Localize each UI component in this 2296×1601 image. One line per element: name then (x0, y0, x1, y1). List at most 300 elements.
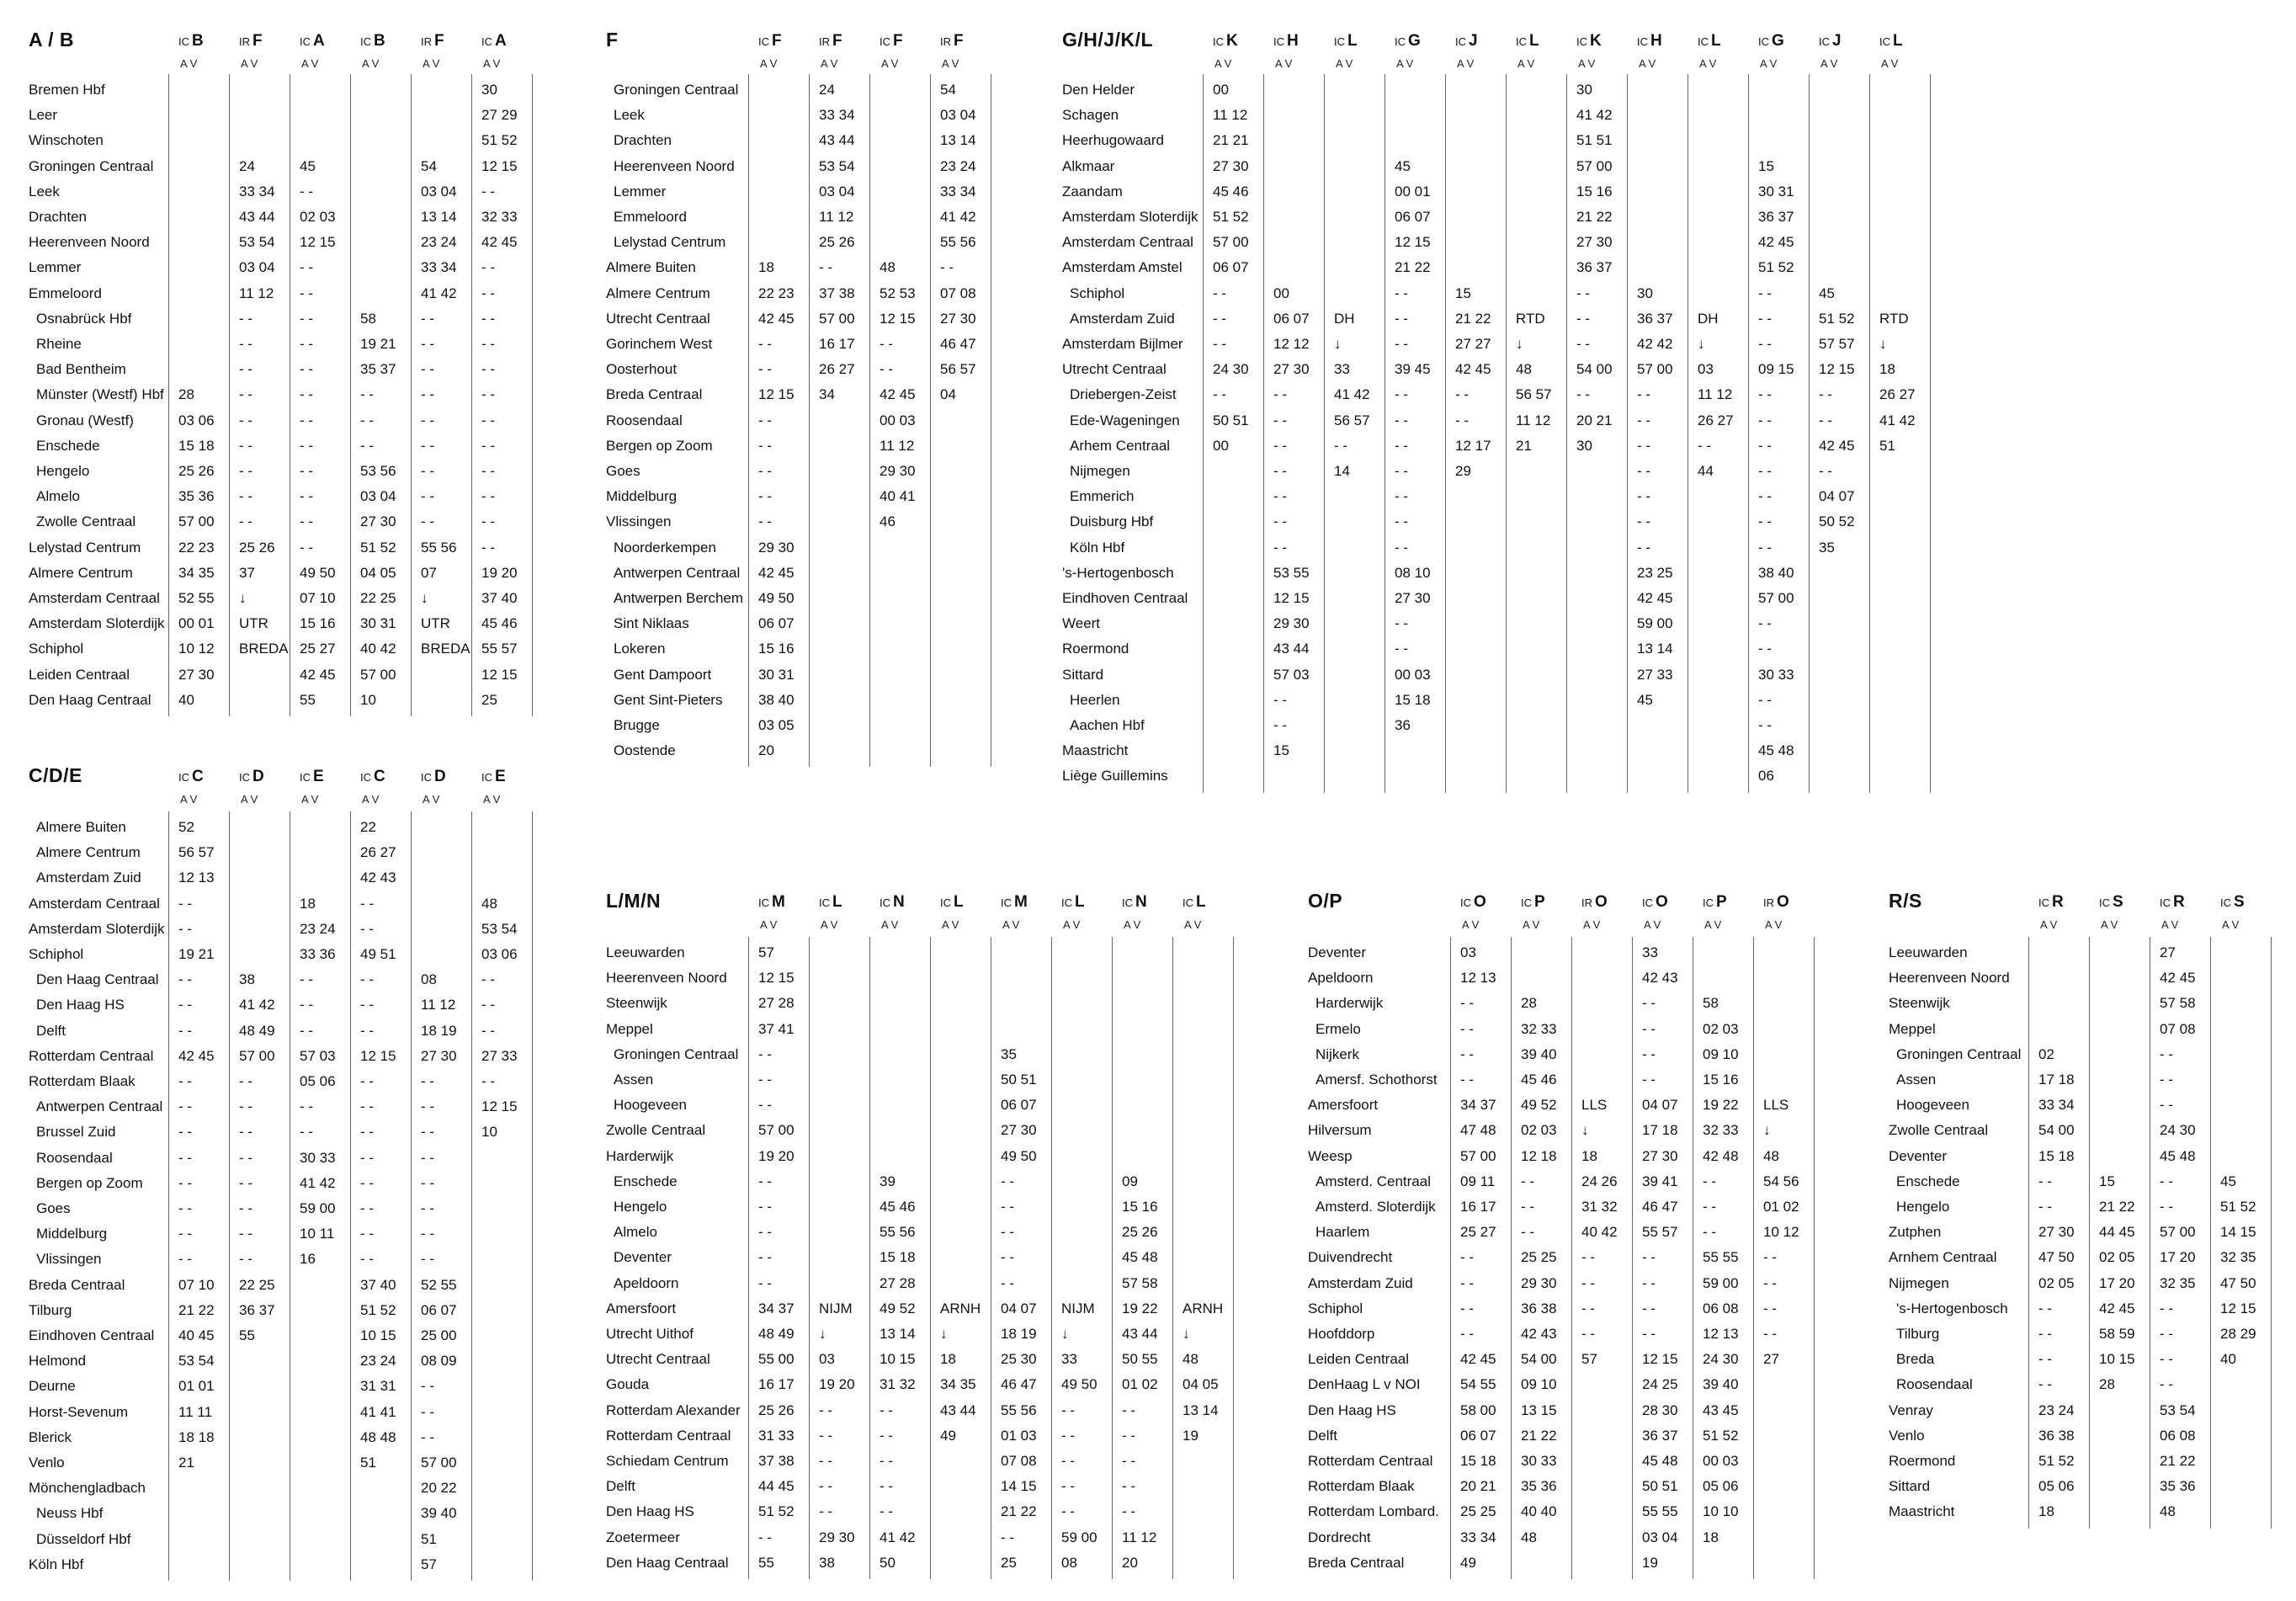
station-name: Leek (29, 183, 60, 199)
time-cell: - - (1763, 1300, 1778, 1316)
time-cell: - - (1395, 412, 1409, 428)
timetable-row (1062, 77, 1940, 103)
time-cell: ↓ (819, 1326, 826, 1342)
station-name: Alkmaar (1062, 157, 1115, 174)
station-name: Almelo (614, 1224, 657, 1241)
time-cell: - - (1642, 995, 1656, 1012)
station-name: Den Haag HS (606, 1503, 694, 1520)
time-cell: - - (880, 336, 894, 352)
train-type-label: IC (880, 896, 890, 909)
timetable-row (1889, 1169, 2281, 1194)
time-cell: 35 37 (360, 361, 396, 378)
station-name: Heerhugowaard (1062, 132, 1164, 149)
time-cell: 27 30 (1576, 234, 1613, 251)
line-letter: D (434, 768, 446, 785)
station-name: Weert (1062, 615, 1101, 632)
time-cell: - - (2160, 1097, 2174, 1114)
time-cell: 40 41 (880, 488, 916, 505)
time-cell: - - (481, 1022, 496, 1039)
time-cell: 20 21 (1460, 1478, 1496, 1495)
time-cell: 18 (758, 259, 774, 276)
time-cell: - - (1637, 539, 1651, 556)
timetable-row (29, 281, 542, 306)
station-name: Amsterdam Sloterdijk (29, 920, 165, 937)
time-cell: - - (421, 336, 435, 352)
time-cell: 42 45 (481, 234, 518, 251)
station-name: Utrecht Centraal (606, 310, 710, 327)
time-cell: 51 52 (1703, 1427, 1739, 1444)
time-cell: 25 26 (239, 539, 275, 556)
line-letter: K (1226, 32, 1238, 50)
time-cell: ↓ (1061, 1326, 1069, 1342)
time-cell: 21 21 (1213, 132, 1249, 149)
time-cell: 21 (1516, 437, 1532, 454)
time-cell: - - (1581, 1326, 1596, 1342)
time-cell: 00 (1213, 82, 1229, 98)
time-cell: 54 (421, 157, 437, 174)
time-cell: 36 37 (1637, 310, 1673, 327)
timetable-row (606, 306, 1001, 332)
time-cell: 47 50 (2038, 1249, 2075, 1266)
timetable-row (1308, 1220, 1824, 1245)
column-header (1758, 32, 1784, 51)
time-cell: 42 48 (1703, 1147, 1739, 1164)
timetable-row (29, 382, 542, 407)
time-cell: 14 15 (1001, 1478, 1037, 1495)
line-letter: E (313, 768, 324, 785)
time-cell: 50 51 (1001, 1072, 1037, 1088)
time-cell: - - (360, 437, 375, 454)
timetable-row (606, 484, 1001, 509)
time-cell: - - (758, 336, 773, 352)
station-name: Bergen op Zoom (36, 1174, 143, 1191)
time-cell: 27 30 (1395, 590, 1431, 606)
time-cell: 04 05 (360, 564, 396, 581)
station-name: Amersfoort (1308, 1097, 1379, 1114)
time-cell: - - (300, 1022, 314, 1039)
time-cell: - - (239, 488, 253, 505)
time-cell: 48 49 (239, 1022, 275, 1039)
timetable-row (1308, 940, 1824, 965)
timetable-row (1062, 128, 1940, 153)
timetable-row (29, 1120, 542, 1145)
time-cell: - - (178, 1022, 193, 1039)
time-cell: 21 (178, 1455, 194, 1471)
arr-dep-label: A V (1820, 57, 1838, 70)
timetable-row (29, 1019, 542, 1044)
station-name: Hengelo (614, 1199, 667, 1215)
time-cell: - - (421, 1251, 435, 1268)
time-cell: 32 35 (2160, 1274, 2196, 1291)
column-header (1213, 32, 1238, 51)
time-cell: - - (880, 1427, 894, 1444)
time-cell: - - (1819, 412, 1833, 428)
time-cell: 42 45 (300, 666, 336, 683)
time-cell: - - (758, 463, 773, 479)
timetable-row (29, 128, 542, 153)
time-cell: - - (300, 412, 314, 428)
time-cell: - - (1758, 539, 1772, 556)
time-cell: 28 (1521, 995, 1537, 1012)
station-name: Leeuwarden (1889, 944, 1968, 960)
station-name: Hengelo (36, 463, 90, 479)
timetable-row (1889, 1220, 2281, 1245)
line-letter: H (1287, 32, 1299, 50)
time-cell: - - (1703, 1199, 1717, 1215)
station-name: Goes (36, 1200, 71, 1216)
time-cell: 49 51 (360, 946, 396, 962)
arr-dep-label: A V (362, 57, 380, 70)
time-cell: 06 (1758, 768, 1774, 785)
time-cell: - - (300, 285, 314, 301)
time-cell: - - (1642, 1326, 1656, 1342)
time-cell: ↓ (1516, 336, 1523, 352)
arr-dep-label: A V (1457, 57, 1475, 70)
time-cell: - - (880, 1402, 894, 1418)
time-cell: 15 18 (178, 437, 215, 454)
time-cell: 04 07 (1819, 488, 1855, 505)
station-name: Drachten (614, 132, 672, 149)
station-name: Meppel (606, 1020, 653, 1037)
train-type-label: IC (1273, 35, 1284, 48)
timetable-row (1308, 1296, 1824, 1322)
time-cell: 12 18 (1521, 1147, 1557, 1164)
train-type-label: IC (1516, 35, 1527, 48)
arr-dep-label: A V (1275, 57, 1293, 70)
time-cell: 33 34 (421, 259, 457, 276)
time-cell: 09 10 (1521, 1376, 1557, 1393)
time-cell: 58 (360, 310, 376, 327)
station-name: Zaandam (1062, 183, 1123, 199)
time-cell: - - (360, 1200, 375, 1216)
station-name: Brugge (614, 717, 660, 733)
timetable-row (606, 154, 1001, 179)
time-cell: - - (239, 361, 253, 378)
time-cell: 57 58 (1122, 1274, 1158, 1291)
time-cell: 11 12 (421, 997, 456, 1013)
station-name: Leer (29, 107, 58, 124)
time-cell: 45 (1395, 157, 1411, 174)
train-type-label: IC (239, 771, 250, 784)
time-cell: - - (1521, 1199, 1535, 1215)
arr-dep-label: A V (1765, 918, 1783, 931)
time-cell: 41 42 (239, 997, 275, 1013)
time-cell: - - (481, 997, 496, 1013)
time-cell: - - (1395, 539, 1409, 556)
time-cell: 45 (2220, 1173, 2236, 1189)
timetable-row (1308, 1194, 1824, 1220)
station-name: Deurne (29, 1378, 76, 1395)
time-cell: 15 18 (1395, 691, 1431, 708)
station-name: Hengelo (1896, 1199, 1950, 1215)
timetable-row (1308, 1017, 1824, 1042)
timetable-row (1308, 1372, 1824, 1397)
arr-dep-label: A V (821, 57, 838, 70)
time-cell: 55 56 (421, 539, 457, 556)
time-cell: - - (239, 336, 253, 352)
time-cell: 25 27 (1460, 1224, 1496, 1241)
time-cell: - - (758, 1274, 773, 1291)
section-title: F (606, 29, 619, 51)
timetable-row (29, 967, 542, 992)
time-cell: 02 05 (2038, 1274, 2075, 1291)
column-header (239, 32, 263, 51)
station-name: Leiden Centraal (1308, 1351, 1410, 1368)
time-cell: 03 04 (421, 183, 457, 199)
time-cell: 44 45 (2099, 1224, 2135, 1241)
time-cell: 41 41 (360, 1403, 396, 1420)
train-type-label: IC (1061, 896, 1072, 909)
timetable-row (1308, 1245, 1824, 1270)
time-cell: - - (1637, 513, 1651, 530)
time-cell: 46 47 (940, 336, 976, 352)
train-type-label: IC (481, 771, 492, 784)
time-cell: - - (239, 310, 253, 327)
time-cell: 01 02 (1122, 1376, 1158, 1393)
station-name: Roermond (1889, 1453, 1956, 1469)
time-cell: 09 10 (1703, 1045, 1739, 1062)
timetable-row (1062, 636, 1940, 662)
time-cell: - - (239, 1149, 253, 1166)
time-cell: - - (421, 1378, 435, 1395)
station-name: Mönchengladbach (29, 1480, 146, 1497)
time-cell: 37 40 (481, 590, 518, 606)
time-cell: 56 57 (178, 844, 215, 861)
time-cell: - - (2038, 1173, 2053, 1189)
column-header (2220, 893, 2245, 912)
timetable-row (1308, 1423, 1824, 1449)
time-cell: - - (2160, 1300, 2174, 1316)
station-name: Hoogeveen (1896, 1097, 1969, 1114)
time-cell: - - (421, 437, 435, 454)
time-cell: LLS (1581, 1097, 1608, 1114)
time-cell: 30 31 (758, 666, 795, 683)
station-name: Noorderkempen (614, 539, 716, 556)
column-header (360, 768, 385, 786)
time-cell: 12 12 (1273, 336, 1310, 352)
timetable-row (29, 636, 542, 662)
time-cell: - - (421, 1200, 435, 1216)
time-cell: - - (1642, 1249, 1656, 1266)
station-name: Tilburg (1896, 1326, 1940, 1342)
arr-dep-label: A V (1583, 918, 1601, 931)
station-name: Lelystad Centrum (29, 539, 141, 556)
time-cell: - - (940, 259, 954, 276)
arr-dep-label: A V (2161, 918, 2179, 931)
column-header (1183, 893, 1206, 912)
timetable-row (606, 991, 1243, 1016)
time-cell: 19 21 (178, 946, 215, 962)
station-name: Venray (1889, 1402, 1933, 1418)
time-cell: - - (1758, 488, 1772, 505)
train-type-label: IC (2160, 896, 2171, 909)
time-cell: 53 54 (2160, 1402, 2196, 1418)
line-letter: F (772, 32, 782, 50)
time-cell: - - (239, 1226, 253, 1242)
timetable-row (29, 509, 542, 535)
station-name: Lemmer (614, 183, 667, 199)
time-cell: - - (1001, 1274, 1015, 1291)
time-cell: - - (1819, 386, 1833, 403)
time-cell: - - (1061, 1503, 1076, 1520)
time-cell: 46 (880, 513, 896, 530)
column-header (819, 32, 842, 51)
station-name: Lelystad Centrum (614, 234, 726, 251)
time-cell: 59 00 (1637, 615, 1673, 632)
train-type-label: IC (1183, 896, 1193, 909)
time-cell: 23 24 (2038, 1402, 2075, 1418)
station-name: Amsterdam Centraal (1062, 234, 1193, 251)
station-name: Schiphol (29, 641, 84, 657)
train-type-label: IC (300, 771, 311, 784)
line-letter: J (1832, 32, 1842, 50)
time-cell: 07 10 (300, 590, 336, 606)
time-cell: 42 45 (758, 564, 795, 581)
station-name: Venlo (1889, 1427, 1925, 1444)
time-cell: - - (1763, 1249, 1778, 1266)
time-cell: - - (1758, 437, 1772, 454)
time-cell: 09 (1122, 1173, 1138, 1189)
time-cell: - - (239, 1251, 253, 1268)
timetable-row (606, 281, 1001, 306)
time-cell: - - (178, 895, 193, 912)
time-cell: 30 (1576, 82, 1592, 98)
time-cell: 15 16 (1576, 183, 1613, 199)
time-cell: 25 25 (1521, 1249, 1557, 1266)
timetable-row (1889, 1423, 2281, 1449)
station-name: Ede-Wageningen (1070, 412, 1180, 428)
time-cell: 00 03 (880, 412, 916, 428)
train-type-label: IC (1698, 35, 1709, 48)
time-cell: 29 30 (819, 1529, 855, 1545)
time-cell: 27 28 (758, 995, 795, 1012)
station-name: Delft (606, 1478, 635, 1495)
time-cell: - - (2160, 1173, 2174, 1189)
time-cell: 57 00 (421, 1455, 457, 1471)
time-cell: 19 (1642, 1554, 1658, 1571)
train-type-label: IC (481, 35, 492, 48)
line-letter: A (313, 32, 325, 50)
timetable-row (29, 586, 542, 611)
time-cell: 22 25 (239, 1276, 275, 1293)
station-name: Haarlem (1315, 1224, 1370, 1241)
arr-dep-label: A V (760, 918, 778, 931)
station-name: Leeuwarden (606, 944, 685, 960)
time-cell: - - (178, 1200, 193, 1216)
time-cell: - - (360, 971, 375, 988)
time-cell: 59 00 (1061, 1529, 1098, 1545)
timetable-row (29, 1323, 542, 1348)
timetable-row (1062, 408, 1940, 433)
time-cell: 24 (239, 157, 255, 174)
time-cell: 05 06 (2038, 1478, 2075, 1495)
station-name: Bad Bentheim (36, 361, 126, 378)
time-cell: 48 (1521, 1529, 1537, 1545)
arr-dep-label: A V (1523, 918, 1540, 931)
train-type-label: IC (1334, 35, 1345, 48)
arr-dep-label: A V (1063, 918, 1081, 931)
time-cell: - - (178, 1073, 193, 1089)
time-cell: 57 00 (239, 1047, 275, 1064)
time-cell: 58 (1703, 995, 1719, 1012)
timetable-row (1062, 255, 1940, 280)
time-cell: 19 22 (1122, 1300, 1158, 1316)
station-name: Eindhoven Centraal (1062, 590, 1188, 606)
time-cell: 12 13 (1703, 1326, 1739, 1342)
station-name: Delft (36, 1022, 66, 1039)
time-cell: - - (2160, 1199, 2174, 1215)
station-name: Almere Centrum (606, 285, 710, 301)
time-cell: 48 (1183, 1351, 1198, 1368)
train-type-label: IC (1395, 35, 1406, 48)
time-cell: - - (1576, 285, 1591, 301)
time-cell: 06 07 (758, 615, 795, 632)
time-cell: - - (1273, 513, 1288, 530)
time-cell: - - (360, 1174, 375, 1191)
timetable-row (29, 484, 542, 509)
time-cell: 27 30 (1213, 157, 1249, 174)
time-cell: 06 07 (1395, 209, 1431, 225)
line-letter: A (495, 32, 507, 50)
station-name: Leiden Centraal (29, 666, 130, 683)
timetable-row (606, 332, 1001, 357)
time-cell: 22 25 (360, 590, 396, 606)
time-cell: 12 15 (1395, 234, 1431, 251)
time-cell: - - (1455, 412, 1470, 428)
station-name: Hoogeveen (614, 1097, 687, 1114)
timetable-row (606, 179, 1001, 205)
time-cell: 03 04 (819, 183, 855, 199)
time-cell: 00 (1273, 285, 1289, 301)
time-cell: - - (300, 259, 314, 276)
time-cell: 20 (1122, 1554, 1138, 1571)
time-cell: 32 33 (481, 209, 518, 225)
time-cell: 11 12 (1698, 386, 1733, 403)
time-cell: - - (2038, 1300, 2053, 1316)
time-cell: - - (1273, 539, 1288, 556)
station-name: Amsterdam Bijlmer (1062, 336, 1183, 352)
time-cell: 21 22 (1455, 310, 1491, 327)
station-name: Utrecht Centraal (1062, 361, 1167, 378)
time-cell: - - (1581, 1249, 1596, 1266)
time-cell: 23 24 (940, 157, 976, 174)
time-cell: 36 38 (1521, 1300, 1557, 1316)
time-cell: 27 30 (1273, 361, 1310, 378)
time-cell: 12 15 (880, 310, 916, 327)
time-cell: 03 06 (481, 946, 518, 962)
train-type-label: IC (1455, 35, 1466, 48)
time-cell: BREDA (421, 641, 470, 657)
line-letter: F (954, 32, 964, 50)
time-cell: 25 30 (1001, 1351, 1037, 1368)
time-cell: - - (360, 1226, 375, 1242)
station-name: Enschede (1896, 1173, 1960, 1189)
station-name: Gouda (606, 1376, 650, 1393)
station-name: Antwerpen Centraal (36, 1098, 163, 1115)
time-cell: - - (1061, 1453, 1076, 1469)
time-cell: - - (758, 1173, 773, 1189)
time-cell: 46 47 (1642, 1199, 1678, 1215)
train-type-label: IC (819, 896, 830, 909)
time-cell: 37 (239, 564, 255, 581)
station-name: Roosendaal (36, 1149, 113, 1166)
time-cell: 52 55 (178, 590, 215, 606)
time-cell: 02 03 (1703, 1020, 1739, 1037)
timetable-row (1062, 433, 1940, 459)
time-cell: 42 45 (1455, 361, 1491, 378)
time-cell: 27 30 (360, 513, 396, 530)
time-cell: - - (1061, 1478, 1076, 1495)
